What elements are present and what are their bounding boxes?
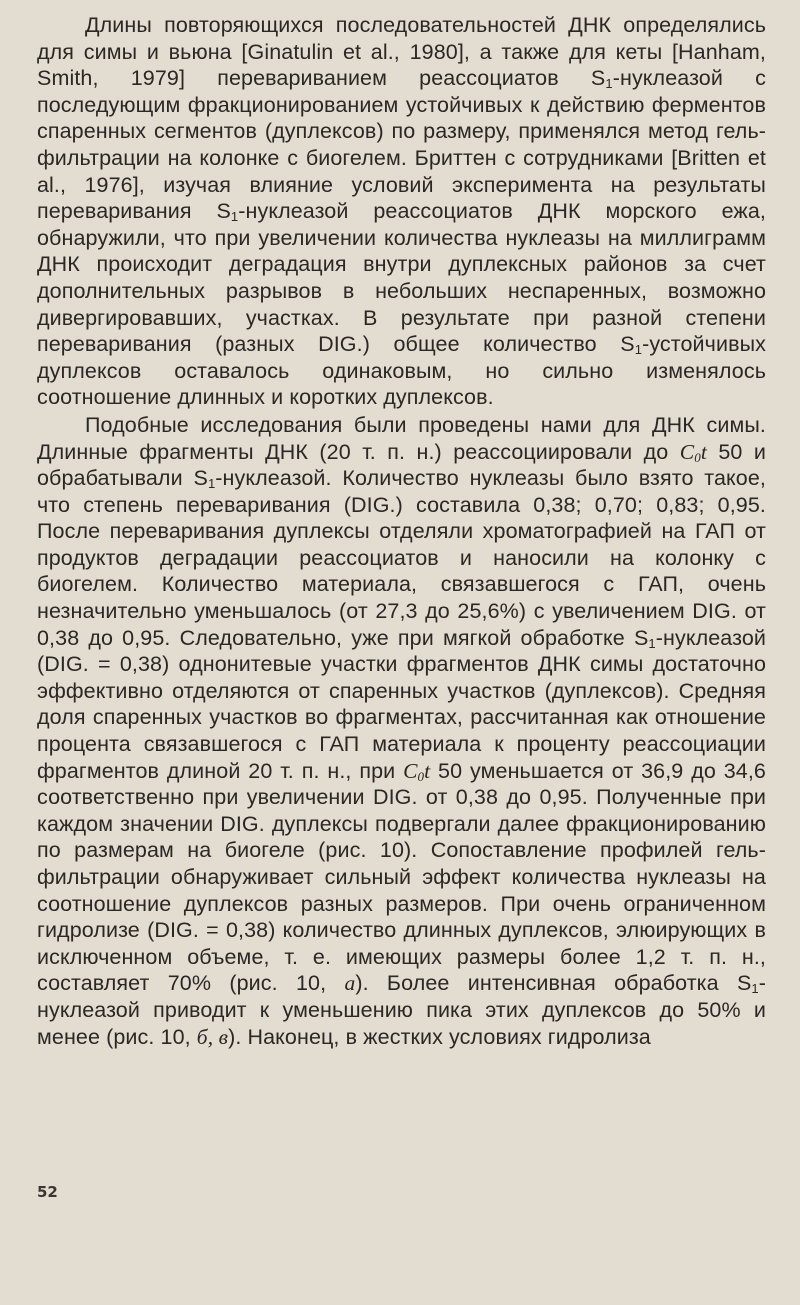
page-number: 52 xyxy=(37,1183,58,1201)
paragraph-1: Длины повторяющихся последовательностей ДНК определялись для симы и вьюна [Ginatulin et al., 1980], а также для кеты [Hanham, Smith, 1979] перевариванием реассоциатов $S_1$-нуклеазой с последующим фракционированием устойчивых к действию ферментов спаренных сегментов (дуплексов) по размеру, применялся метод гель-фильтрации на колонке с биогелем. Бриттен с сотрудниками [Britten et al., 1976], изучая влияние условий эксперимента на результаты переваривания $S_1$-нуклеазой реассоциатов ДНК морского ежа, обнаружили, что при увеличении количества нуклеазы на миллиграмм ДНК происходит деградация внутри дуплексных районов за счет дополнительных разрывов в небольших неспаренных, возможно дивергировавших, участках. В результате при разной степени переваривания (разных DIG.) общее количество $S_1$-устойчивых дуплексов оставалось одинаковым, но сильно изменялось соотношение длинных и коротких дуплексов. xyxy=(37,13,766,410)
paragraph-2: Подобные исследования были проведены нами для ДНК симы. Длинные фрагменты ДНК (20 т. п. н.) реассоциировали до $C_0t$ 50 и обрабатывали $S_1$-нуклеазой. Количество нуклеазы было взято такое, что степень переваривания (DIG.) составила 0,38; 0,70; 0,83; 0,95. После переваривания дуплексы отделяли хроматографией на ГАП от продуктов деградации реассоциатов и наносили на колонку с биогелем. Количество материала, связавшегося с ГАП, очень незначительно уменьшалось (от 27,3 до 25,6%) с увеличением DIG. от 0,38 до 0,95. Следовательно, уже при мягкой обработке $S_1$-нуклеазой (DIG. = 0,38) однонитевые участки фрагментов ДНК симы достаточно эффективно отделяются от спаренных участков (дуплексов). Средняя доля спаренных участков во фрагментах, рассчитанная как отношение процента связавшегося с ГАП материала к проценту реассоциации фрагментов длиной 20 т. п. н., при $C_0t$ 50 уменьшается от 36,9 до 34,6 соответственно при увеличении DIG. от 0,38 до 0,95. Полученные при каждом значении DIG. дуплексы подвергали далее фракционированию по размерам на биогеле (рис. 10). Сопоставление профилей гель-фильтрации обнаруживает сильный эффект количества нуклеазы на соотношение дуплексов разных размеров. При очень ограниченном гидролизе (DIG. = 0,38) количество длинных дуплексов, элюирующих в исключенном объеме, т. е. имеющих размеры более 1,2 т. п. н., составляет 70% (рис. 10, а). Более интенсивная обработка $S_1$-нуклеазой приводит к уменьшению пика этих дуплексов до 50% и менее (рис. 10, б, в). Наконец, в жестких условиях гидролиза xyxy=(37,412,767,1049)
